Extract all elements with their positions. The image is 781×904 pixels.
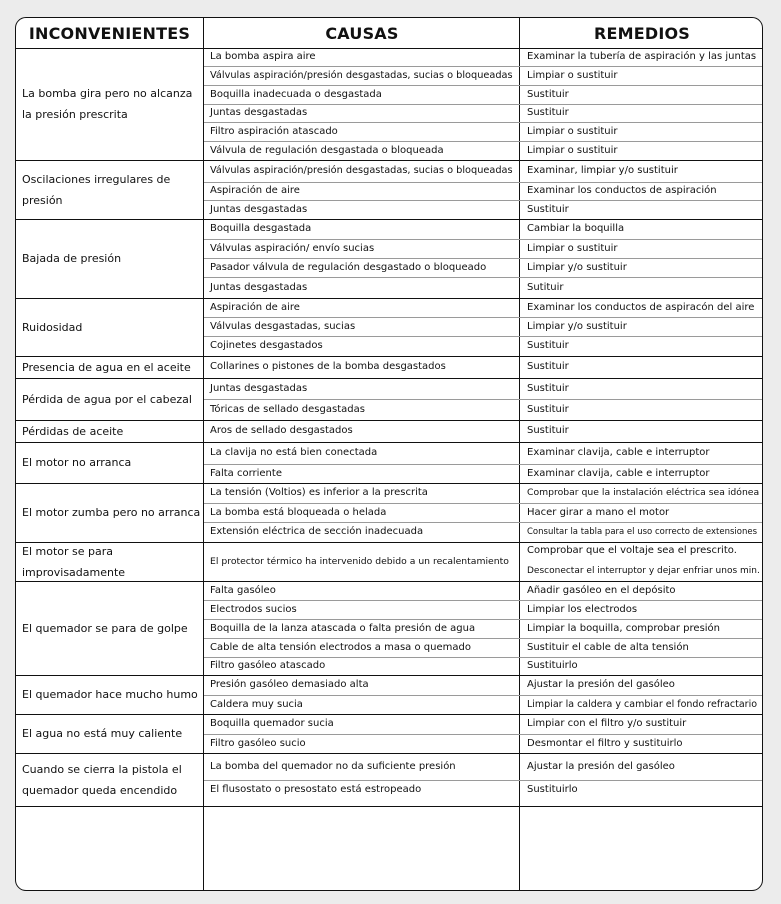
- remedy-text: Sustituir: [527, 361, 569, 372]
- remedy-text: Limpiar y/o sustituir: [527, 262, 627, 273]
- remedy-text: Sustituir: [527, 425, 569, 436]
- problem-cell: [22, 378, 202, 420]
- problem-text: El motor no arranca: [22, 456, 132, 469]
- remedy-text: Sutituir: [527, 282, 564, 293]
- remedy-text: Sustituirlo: [527, 784, 578, 795]
- cause-text: Extensión eléctrica de sección inadecuada: [210, 526, 424, 537]
- cause-text: Juntas desgastadas: [210, 204, 308, 215]
- remedy-text: Consultar la tabla para el uso correcto de extensiones: [527, 527, 758, 537]
- cause-text: Boquilla de la lanza atascada o falta presión de agua: [210, 623, 476, 634]
- remedy-text: Comprobar que el voltaje sea el prescrito.: [527, 545, 737, 556]
- remedy-text: Desconectar el interruptor y dejar enfriar unos min.: [527, 566, 760, 576]
- problem-cell: [22, 298, 202, 356]
- remedy-text: Ajustar la presión del gasóleo: [527, 761, 675, 772]
- remedy-text: Limpiar o sustituir: [527, 70, 618, 81]
- remedy-text: Limpiar o sustituir: [527, 243, 618, 254]
- cause-text: Filtro gasóleo sucio: [210, 738, 306, 749]
- cause-text: Falta gasóleo: [210, 585, 276, 596]
- cause-text: Filtro gasóleo atascado: [210, 660, 326, 671]
- problem-text: Pérdida de agua por el cabezal: [22, 392, 192, 406]
- cause-text: Aspiración de aire: [210, 185, 300, 196]
- cause-text: El protector térmico ha intervenido debido a un recalentamiento: [210, 556, 509, 567]
- remedy-text: Sustituir el cable de alta tensión: [527, 642, 689, 653]
- remedy-text: Desmontar el filtro y sustituirlo: [527, 738, 683, 749]
- cause-text: La clavija no está bien conectada: [210, 447, 378, 458]
- remedy-text: Comprobar que la instalación eléctrica sea idónea: [527, 487, 760, 498]
- remedy-text: Sustituirlo: [527, 660, 578, 671]
- remedy-text: Cambiar la boquilla: [527, 223, 625, 234]
- problem-cell: [22, 581, 202, 675]
- problem-cell: [22, 483, 202, 542]
- cause-text: Filtro aspiración atascado: [210, 126, 338, 137]
- group-divider: [16, 806, 763, 807]
- remedy-text: Limpiar los electrodos: [527, 604, 638, 615]
- problem-text: El quemador se para de golpe: [22, 621, 188, 635]
- remedy-text: Limpiar con el filtro y/o sustituir: [527, 718, 687, 729]
- remedy-text: Limpiar o sustituir: [527, 126, 618, 137]
- remedy-text: Sustituir: [527, 204, 569, 215]
- remedy-text: Examinar, limpiar y/o sustituir: [527, 165, 678, 176]
- cause-text: Válvula de regulación desgastada o bloqueada: [210, 145, 444, 156]
- problem-text: La bomba gira pero no alcanza la presión prescrita: [22, 87, 193, 121]
- cause-text: La bomba aspira aire: [210, 51, 316, 62]
- remedy-text: Examinar clavija, cable e interruptor: [527, 468, 710, 479]
- problem-text: Cuando se cierra la pistola el quemador queda encendido: [22, 762, 182, 797]
- header-inconvenientes: INCONVENIENTES: [28, 24, 191, 43]
- cause-text: Boquilla inadecuada o desgastada: [210, 89, 382, 100]
- column-divider-2: [519, 18, 520, 890]
- cause-text: Pasador válvula de regulación desgastado o bloqueado: [210, 262, 487, 273]
- remedy-text: Limpiar la boquilla, comprobar presión: [527, 623, 721, 634]
- problem-cell: [22, 219, 202, 298]
- cause-text: Caldera muy sucia: [210, 699, 303, 710]
- cause-text: Presión gasóleo demasiado alta: [210, 679, 369, 690]
- cause-text: La tensión (Voltios) es inferior a la prescrita: [210, 487, 428, 498]
- remedy-text: Ajustar la presión del gasóleo: [527, 679, 675, 690]
- remedy-text: Examinar clavija, cable e interruptor: [527, 447, 710, 458]
- cause-text: Cojinetes desgastados: [210, 340, 323, 351]
- cause-text: Aspiración de aire: [210, 302, 300, 313]
- remedy-text: Sustituir: [527, 404, 569, 415]
- cause-text: Tóricas de sellado desgastadas: [210, 404, 365, 415]
- problem-text: El agua no está muy caliente: [22, 727, 183, 740]
- cause-text: Cable de alta tensión electrodos a masa o quemado: [210, 642, 471, 653]
- cause-text: Válvulas desgastadas, sucias: [210, 321, 356, 332]
- remedy-text: Limpiar o sustituir: [527, 145, 618, 156]
- problem-cell: [22, 160, 202, 219]
- cause-text: Collarines o pistones de la bomba desgastados: [210, 361, 446, 372]
- cause-text: Boquilla desgastada: [210, 223, 312, 234]
- cause-text: Boquilla quemador sucia: [210, 718, 334, 729]
- remedy-text: Examinar los conductos de aspiración: [527, 185, 717, 196]
- remedy-text: Sustituir: [527, 107, 569, 118]
- problem-text: Ruidosidad: [22, 320, 83, 334]
- problem-cell: [22, 356, 202, 378]
- cause-text: Electrodos sucios: [210, 604, 297, 615]
- problem-cell: [22, 753, 202, 806]
- cause-text: Juntas desgastadas: [210, 282, 308, 293]
- remedy-text: Hacer girar a mano el motor: [527, 507, 670, 518]
- problem-text: Oscilaciones irregulares de presión: [22, 172, 171, 207]
- remedy-text: Sustituir: [527, 340, 569, 351]
- remedy-text: Limpiar y/o sustituir: [527, 321, 627, 332]
- cause-text: Juntas desgastadas: [210, 107, 308, 118]
- problem-text: El motor se para improvisadamente: [22, 544, 126, 579]
- problem-cell: [22, 442, 202, 483]
- remedy-text: Sustituir: [527, 383, 569, 394]
- problem-text: Presencia de agua en el aceite: [22, 360, 191, 374]
- problem-cell: [22, 542, 202, 581]
- remedy-text: Examinar la tubería de aspiración y las juntas: [527, 51, 757, 62]
- remedy-text: Sustituir: [527, 89, 569, 100]
- cause-text: La bomba del quemador no da suficiente presión: [210, 761, 456, 772]
- cause-text: Válvulas aspiración/ envío sucias: [210, 243, 375, 254]
- problem-text: Pérdidas de aceite: [22, 424, 124, 438]
- cause-text: La bomba está bloqueada o helada: [210, 507, 387, 518]
- problem-cell: [22, 675, 202, 714]
- header-causas: CAUSAS: [325, 24, 399, 43]
- remedy-text: Examinar los conductos de aspiracón del aire: [527, 302, 755, 313]
- cause-text: Aros de sellado desgastados: [210, 425, 353, 436]
- problem-cell: [22, 420, 202, 442]
- column-divider-1: [203, 18, 204, 890]
- cause-text: Falta corriente: [210, 468, 282, 479]
- header-remedios: REMEDIOS: [593, 24, 691, 43]
- cause-text: Válvulas aspiración/presión desgastadas, sucias o bloqueadas: [210, 70, 513, 81]
- problem-text: El quemador hace mucho humo: [22, 688, 198, 701]
- cause-text: El flusostato o presostato está estropeado: [210, 784, 422, 795]
- cause-text: Juntas desgastadas: [210, 383, 308, 394]
- troubleshooting-table: [15, 17, 763, 891]
- problem-cell: [22, 48, 202, 160]
- remedy-text: Limpiar la caldera y cambiar el fondo refractario: [527, 699, 758, 710]
- problem-cell: [22, 714, 202, 753]
- cause-text: Válvulas aspiración/presión desgastadas, sucias o bloqueadas: [210, 165, 513, 176]
- problem-text: Bajada de presión: [22, 252, 122, 265]
- problem-text: El motor zumba pero no arranca: [22, 506, 201, 519]
- remedy-text: Añadir gasóleo en el depósito: [527, 585, 676, 596]
